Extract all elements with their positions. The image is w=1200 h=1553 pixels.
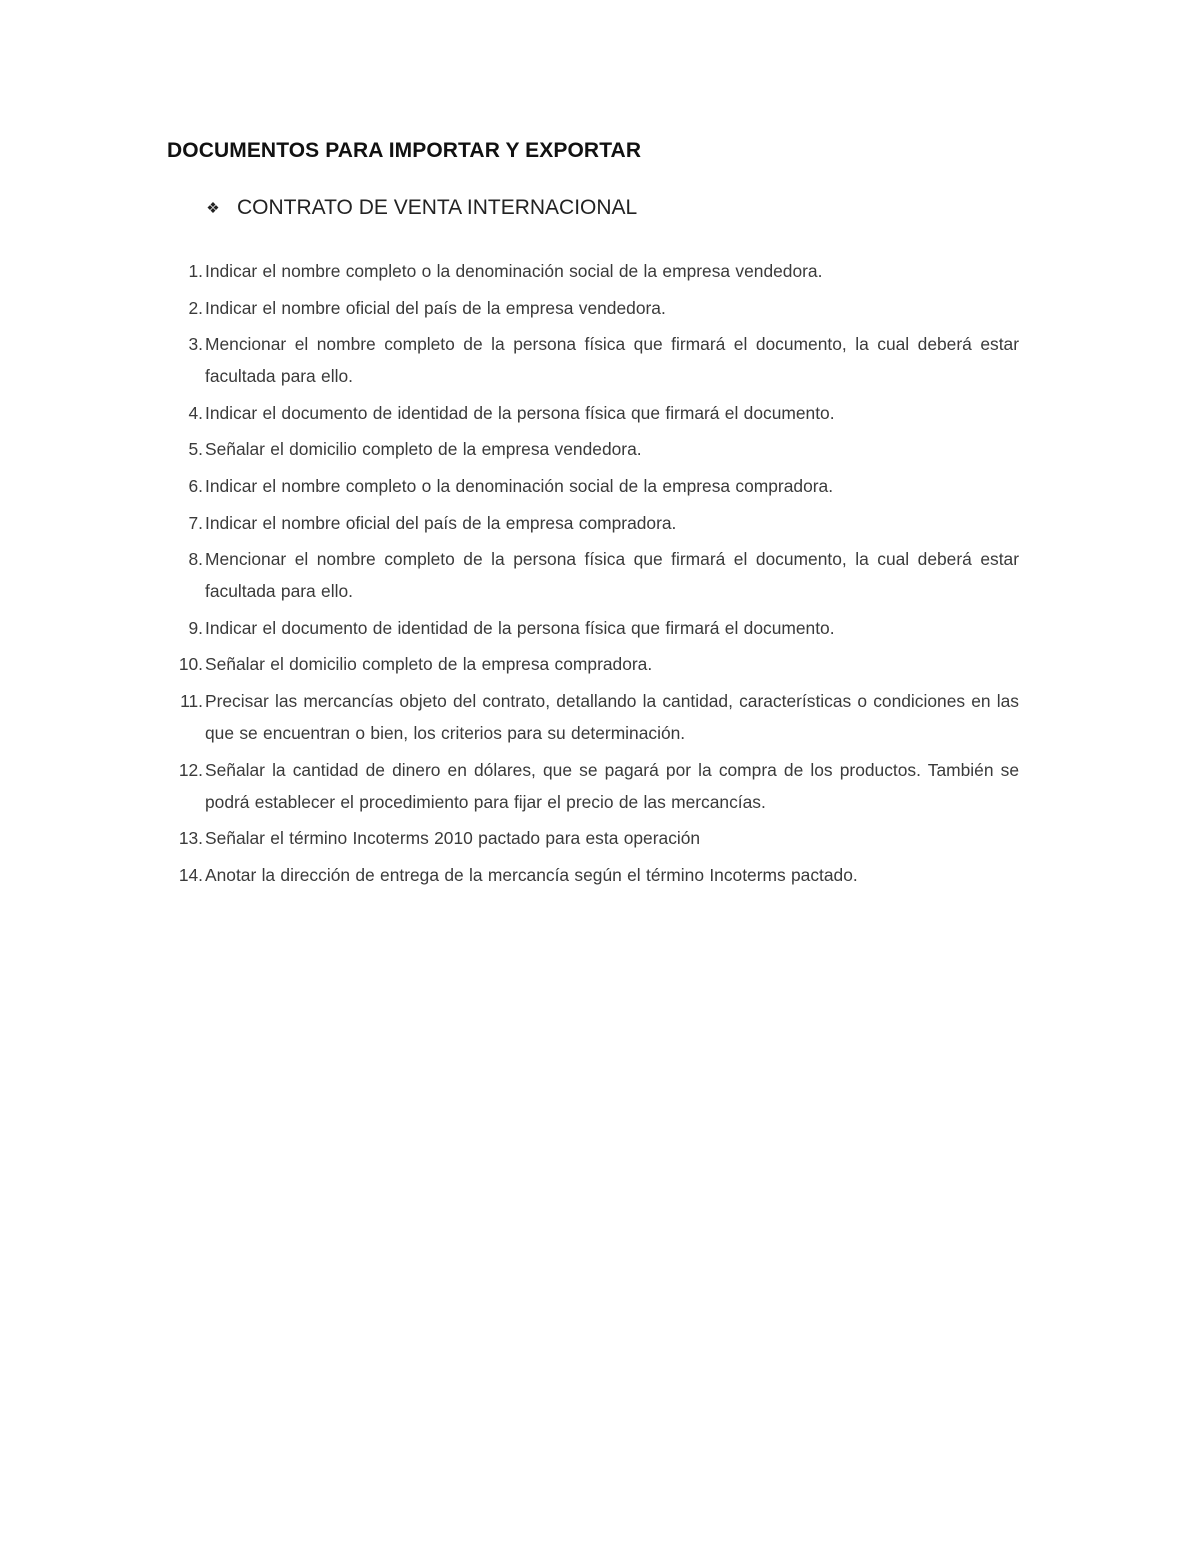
list-item — [166, 328, 1019, 392]
document-title: DOCUMENTOS PARA IMPORTAR Y EXPORTAR — [167, 139, 642, 162]
list-item — [166, 648, 1019, 680]
list-item-text: Indicar el nombre completo o la denominación social de la empresa vendedora. — [205, 261, 823, 281]
list-item — [166, 292, 1019, 324]
list-item-text: Mencionar el nombre completo de la persona física que firmará el documento, la cual deberá estar facultada para ello. — [205, 334, 1019, 387]
list-item-number: 9. — [188, 617, 203, 638]
list-item-text: Indicar el nombre oficial del país de la empresa compradora. — [205, 512, 677, 533]
list-item-number: 5. — [188, 439, 203, 460]
list-item-text: Señalar el domicilio completo de la empresa compradora. — [205, 654, 653, 675]
list-item — [166, 433, 1019, 465]
list-item-number: 6. — [188, 475, 203, 496]
list-item-number: 1. — [188, 261, 203, 281]
list-item-text: Señalar el término Incoterms 2010 pactado para esta operación — [205, 828, 701, 849]
list-item-text: Precisar las mercancías objeto del contrato, detallando la cantidad, características o condiciones en las que se encuentran o bien, los criterios para su determinación. — [205, 690, 1019, 743]
section-heading — [203, 196, 637, 220]
list-item — [166, 397, 1019, 429]
list-item — [166, 685, 1019, 749]
list-item — [166, 255, 1019, 287]
list-item-text: Anotar la dirección de entrega de la mercancía según el término Incoterms pactado. — [205, 864, 858, 885]
list-item-text: Indicar el nombre oficial del país de la empresa vendedora. — [205, 297, 666, 318]
list-item-number: 12. — [178, 759, 203, 780]
list-item-number: 3. — [188, 334, 203, 355]
requirements-list — [166, 255, 1019, 895]
section-heading-label: CONTRATO DE VENTA INTERNACIONAL — [237, 196, 638, 219]
list-item-number: 8. — [188, 549, 203, 570]
list-item — [166, 859, 1019, 891]
list-item-number: 13. — [178, 828, 203, 849]
diamond-bullet-icon: ❖ — [206, 200, 220, 217]
list-item-text: Indicar el documento de identidad de la persona física que firmará el documento. — [205, 402, 835, 423]
list-item — [166, 822, 1019, 854]
list-item-text: Indicar el documento de identidad de la persona física que firmará el documento. — [205, 617, 835, 638]
list-item-number: 4. — [188, 402, 203, 423]
list-item-text: Mencionar el nombre completo de la persona física que firmará el documento, la cual deberá estar facultada para ello. — [205, 549, 1019, 602]
list-item — [166, 612, 1019, 644]
list-item — [166, 507, 1019, 539]
list-item-number: 10. — [178, 654, 203, 675]
list-item — [166, 543, 1019, 607]
list-item — [166, 754, 1019, 818]
list-item — [166, 470, 1019, 502]
list-item-number: 2. — [188, 297, 203, 318]
list-item-text: Indicar el nombre completo o la denominación social de la empresa compradora. — [205, 475, 834, 496]
list-item-number: 11. — [180, 690, 203, 711]
list-item-number: 14. — [178, 864, 203, 885]
list-item-number: 7. — [188, 512, 203, 533]
list-item-text: Señalar el domicilio completo de la empresa vendedora. — [205, 439, 642, 460]
list-item-text: Señalar la cantidad de dinero en dólares, que se pagará por la compra de los productos. También se podrá establecer el procedimiento para fijar el precio de las mercancías. — [205, 759, 1019, 812]
